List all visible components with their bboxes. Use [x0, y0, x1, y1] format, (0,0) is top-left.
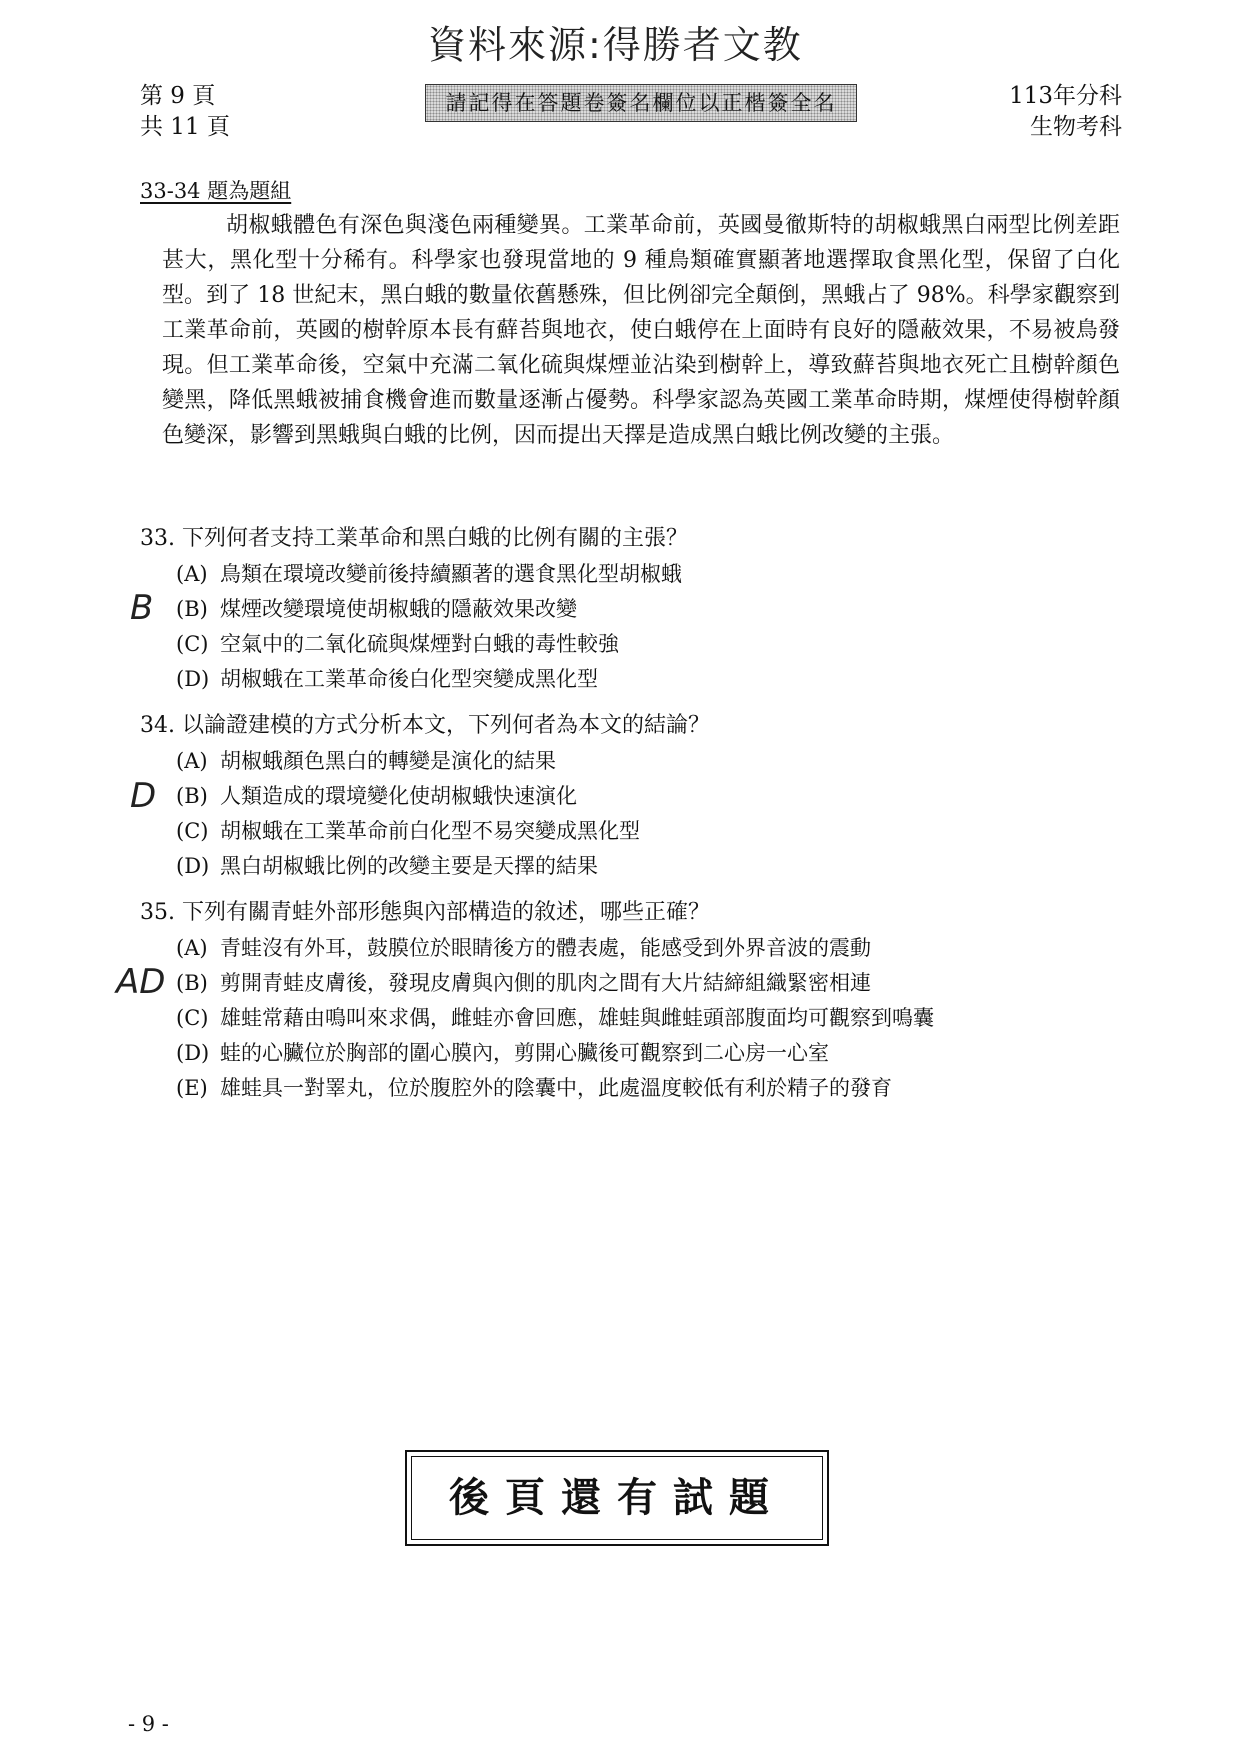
option-text: 黑白胡椒蛾比例的改變主要是天擇的結果 [220, 854, 598, 878]
option-35-e [176, 1072, 892, 1102]
option-label: (D) [176, 1041, 210, 1065]
handwritten-source-note: 資料來源:得勝者文教 [428, 23, 803, 67]
option-label: (C) [176, 1006, 209, 1030]
option-label: (D) [176, 667, 210, 691]
option-text: 青蛙沒有外耳，鼓膜位於眼睛後方的體表處，能感受到外界音波的震動 [220, 936, 871, 960]
question-number: 33. [140, 526, 175, 551]
option-text: 胡椒蛾在工業革命後白化型突變成黑化型 [220, 667, 598, 691]
more-questions-label: 後頁還有試題 [411, 1456, 823, 1540]
option-text: 蛙的心臟位於胸部的圍心膜內，剪開心臟後可觀察到二心房一心室 [220, 1041, 829, 1065]
more-questions-box [405, 1450, 829, 1546]
option-35-c [176, 1002, 934, 1032]
handwritten-answer-34: D [130, 776, 157, 816]
question-group-title: 33-34 題為題組 [140, 179, 292, 203]
option-label: (A) [176, 749, 208, 773]
option-label: (C) [176, 632, 209, 656]
option-label: (C) [176, 819, 209, 843]
option-34-a [176, 745, 556, 775]
option-text: 鳥類在環境改變前後持續顯著的選食黑化型胡椒蛾 [220, 562, 682, 586]
total-pages-line: 共 11 頁 [140, 114, 230, 140]
question-stem: 下列有關青蛙外部形態與內部構造的敘述，哪些正確？ [182, 900, 711, 925]
option-35-d [176, 1037, 829, 1067]
option-33-d [176, 663, 598, 693]
option-label: (A) [176, 562, 208, 586]
option-text: 雄蛙具一對睪丸，位於腹腔外的陰囊中，此處溫度較低有利於精子的發育 [220, 1076, 892, 1100]
handwritten-answer-35: AD [116, 962, 166, 1002]
option-text: 剪開青蛙皮膚後，發現皮膚與內側的肌肉之間有大片結締組織緊密相連 [220, 971, 871, 995]
handwritten-answer-33: B [130, 588, 154, 628]
option-label: (B) [176, 597, 208, 621]
exam-year: 113年分科 [1009, 83, 1122, 109]
option-35-a [176, 932, 871, 962]
question-33 [140, 521, 688, 552]
option-35-b [176, 967, 871, 997]
option-label: (E) [176, 1076, 208, 1100]
option-text: 煤煙改變環境使胡椒蛾的隱蔽效果改變 [220, 597, 577, 621]
option-text: 雄蛙常藉由鳴叫來求偶，雌蛙亦會回應，雄蛙與雌蛙頭部腹面均可觀察到鳴囊 [220, 1006, 934, 1030]
option-text: 人類造成的環境變化使胡椒蛾快速演化 [220, 784, 577, 808]
question-number: 35. [140, 900, 175, 925]
question-stem: 下列何者支持工業革命和黑白蛾的比例有關的主張？ [182, 526, 689, 551]
option-label: (D) [176, 854, 210, 878]
page-counter [140, 81, 230, 143]
option-text: 胡椒蛾顏色黑白的轉變是演化的結果 [220, 749, 556, 773]
option-34-b [176, 780, 577, 810]
option-33-a [176, 558, 682, 588]
option-33-c [176, 628, 619, 658]
option-label: (A) [176, 936, 208, 960]
question-number: 34. [140, 713, 175, 738]
exam-subject: 生物考科 [1030, 114, 1122, 140]
option-34-c [176, 815, 640, 845]
page-line: 第 9 頁 [140, 83, 216, 109]
question-35 [140, 895, 710, 926]
question-stem: 以論證建模的方式分析本文，下列何者為本文的結論？ [182, 713, 711, 738]
option-33-b [176, 593, 577, 623]
exam-info [1009, 81, 1122, 143]
option-text: 空氣中的二氧化硫與煤煙對白蛾的毒性較強 [220, 632, 619, 656]
page-number: - 9 - [128, 1712, 169, 1736]
option-label: (B) [176, 971, 208, 995]
option-label: (B) [176, 784, 208, 808]
reading-passage: 胡椒蛾體色有深色與淺色兩種變異。工業革命前，英國曼徹斯特的胡椒蛾黑白兩型比例差距甚大，黑化型十分稀有。科學家也發現當地的 9 種鳥類確實顯著地選擇取食黑化型，保留了白化型。到了 18 世紀末，黑白蛾的數量依舊懸殊，但比例卻完全顛倒，黑蛾占了 98%。科學家觀察到工業革命前，英國的樹幹原本長有蘚苔與地衣，使白蛾停在上面時有良好的隱蔽效果，不易被鳥發現。但工業革命後，空氣中充滿二氧化硫與煤煙並沾染到樹幹上，導致蘚苔與地衣死亡且樹幹顏色變黑，降低黑蛾被捕食機會進而數量逐漸占優勢。科學家認為英國工業革命時期，煤煙使得樹幹顏色變深，影響到黑蛾與白蛾的比例，因而提出天擇是造成黑白蛾比例改變的主張。 [162, 213, 1120, 448]
signature-notice: 請記得在答題卷簽名欄位以正楷簽全名 [425, 84, 857, 122]
option-text: 胡椒蛾在工業革命前白化型不易突變成黑化型 [220, 819, 640, 843]
option-34-d [176, 850, 598, 880]
question-34 [140, 708, 710, 739]
